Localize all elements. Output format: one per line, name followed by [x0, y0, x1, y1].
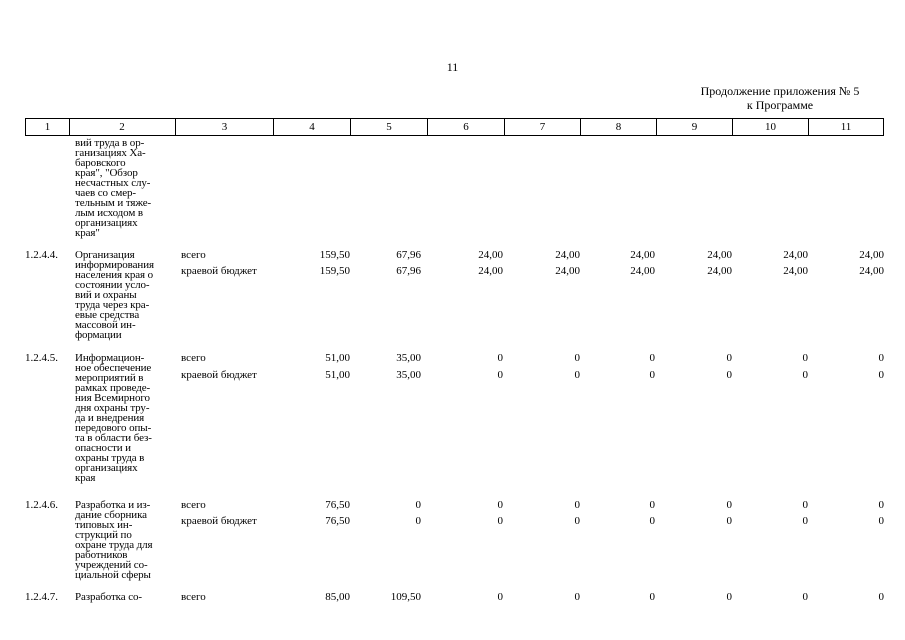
appendix-heading-line1: Продолжение приложения № 5 — [700, 84, 860, 98]
value-cell: 0 — [574, 369, 580, 381]
desc-line: Информацион- — [75, 352, 145, 364]
desc-line: струкций по — [75, 529, 132, 541]
column-header-10: 10 — [733, 118, 809, 136]
desc-line: учреждений со- — [75, 559, 148, 571]
column-header-4: 4 — [274, 118, 351, 136]
value-cell: 76,50 — [325, 515, 350, 527]
desc-line: края" — [75, 227, 100, 239]
value-cell: 24,00 — [630, 265, 655, 277]
desc-line: Разработка со- — [75, 591, 142, 603]
desc-line: организациях — [75, 462, 138, 474]
value-cell: 0 — [574, 591, 580, 603]
desc-line: формации — [75, 329, 122, 341]
desc-line: тельным и тяже- — [75, 197, 152, 209]
desc-line: циальной сферы — [75, 569, 151, 581]
desc-line: передового опы- — [75, 422, 152, 434]
desc-line: охране труда для — [75, 539, 153, 551]
desc-line: информирования — [75, 259, 154, 271]
value-cell: 0 — [726, 499, 732, 511]
value-cell: 67,96 — [396, 249, 421, 261]
value-cell: 0 — [497, 369, 503, 381]
funding-source: всего — [181, 591, 206, 603]
value-cell: 51,00 — [325, 369, 350, 381]
value-cell: 24,00 — [630, 249, 655, 261]
desc-line: опасности и — [75, 442, 131, 454]
value-cell: 0 — [497, 352, 503, 364]
value-cell: 35,00 — [396, 352, 421, 364]
value-cell: 76,50 — [325, 499, 350, 511]
row-description — [75, 592, 171, 602]
appendix-heading — [660, 84, 900, 112]
column-header-row — [25, 118, 883, 135]
column-header-2: 2 — [69, 118, 176, 136]
value-cell: 24,00 — [783, 249, 808, 261]
desc-line: работников — [75, 549, 128, 561]
column-header-5: 5 — [351, 118, 428, 136]
funding-source: краевой бюджет — [181, 515, 257, 527]
value-cell: 24,00 — [859, 249, 884, 261]
value-cell: 0 — [497, 591, 503, 603]
value-cell: 0 — [497, 499, 503, 511]
value-cell: 24,00 — [859, 265, 884, 277]
desc-line: ганизациях Ха- — [75, 147, 146, 159]
desc-line: евые средства — [75, 309, 140, 321]
column-header-3: 3 — [176, 118, 274, 136]
value-cell: 0 — [802, 591, 808, 603]
desc-line: состоянии усло- — [75, 279, 150, 291]
value-cell: 0 — [802, 515, 808, 527]
desc-line: ния Всемирного — [75, 392, 150, 404]
desc-line: лым исходом в — [75, 207, 143, 219]
value-cell: 24,00 — [707, 265, 732, 277]
row-number: 1.2.4.5. — [25, 352, 58, 364]
value-cell: 24,00 — [707, 249, 732, 261]
value-cell: 0 — [878, 515, 884, 527]
desc-line: массовой ин- — [75, 319, 136, 331]
row-number: 1.2.4.4. — [25, 249, 58, 261]
value-cell: 0 — [649, 352, 655, 364]
column-header-6: 6 — [428, 118, 505, 136]
desc-line: баровского — [75, 157, 126, 169]
column-header-11: 11 — [809, 118, 884, 136]
value-cell: 0 — [415, 499, 421, 511]
desc-line: та в области без- — [75, 432, 152, 444]
row-description — [75, 353, 171, 483]
desc-line: организациях — [75, 217, 138, 229]
desc-line: да и внедрения — [75, 412, 145, 424]
value-cell: 0 — [649, 499, 655, 511]
row-number: 1.2.4.7. — [25, 591, 58, 603]
desc-line: дня охраны тру- — [75, 402, 150, 414]
value-cell: 0 — [649, 591, 655, 603]
column-header-7: 7 — [505, 118, 581, 136]
value-cell: 0 — [802, 369, 808, 381]
appendix-heading-line2: к Программе — [746, 98, 814, 112]
value-cell: 0 — [878, 499, 884, 511]
value-cell: 159,50 — [319, 265, 350, 277]
value-cell: 0 — [574, 352, 580, 364]
value-cell: 24,00 — [783, 265, 808, 277]
column-header-9: 9 — [657, 118, 733, 136]
desc-line: рамках проведе- — [75, 382, 151, 394]
desc-line: охраны труда в — [75, 452, 145, 464]
row-description — [75, 500, 171, 580]
value-cell: 0 — [878, 352, 884, 364]
funding-source: краевой бюджет — [181, 265, 257, 277]
funding-source: всего — [181, 499, 206, 511]
value-cell: 0 — [726, 369, 732, 381]
value-cell: 35,00 — [396, 369, 421, 381]
value-cell: 24,00 — [478, 249, 503, 261]
desc-line: края", "Обзор — [75, 167, 138, 179]
desc-line: вий и охраны — [75, 289, 137, 301]
value-cell: 0 — [574, 499, 580, 511]
desc-line: Организация — [75, 249, 135, 261]
row-number: 1.2.4.6. — [25, 499, 58, 511]
funding-source: краевой бюджет — [181, 369, 257, 381]
value-cell: 109,50 — [390, 591, 421, 603]
desc-line: ное обеспечение — [75, 362, 152, 374]
column-header-8: 8 — [581, 118, 657, 136]
desc-line: вий труда в ор- — [75, 137, 145, 149]
funding-source: всего — [181, 352, 206, 364]
desc-line: населения края о — [75, 269, 154, 281]
value-cell: 159,50 — [319, 249, 350, 261]
value-cell: 0 — [802, 352, 808, 364]
funding-source: всего — [181, 249, 206, 261]
value-cell: 24,00 — [555, 265, 580, 277]
desc-line: труда через кра- — [75, 299, 150, 311]
value-cell: 0 — [878, 369, 884, 381]
continued-description — [75, 138, 171, 238]
desc-line: несчастных слу- — [75, 177, 151, 189]
desc-line: чаев со смер- — [75, 187, 136, 199]
value-cell: 0 — [878, 591, 884, 603]
value-cell: 51,00 — [325, 352, 350, 364]
row-description — [75, 250, 171, 340]
value-cell: 0 — [497, 515, 503, 527]
desc-line: Разработка и из- — [75, 499, 151, 511]
value-cell: 0 — [726, 352, 732, 364]
value-cell: 85,00 — [325, 591, 350, 603]
desc-line: края — [75, 472, 96, 484]
value-cell: 24,00 — [478, 265, 503, 277]
value-cell: 0 — [726, 515, 732, 527]
desc-line: дание сборника — [75, 509, 147, 521]
value-cell: 0 — [649, 369, 655, 381]
desc-line: мероприятий в — [75, 372, 144, 384]
value-cell: 0 — [415, 515, 421, 527]
column-header-1: 1 — [25, 118, 70, 136]
value-cell: 0 — [726, 591, 732, 603]
value-cell: 67,96 — [396, 265, 421, 277]
value-cell: 0 — [802, 499, 808, 511]
value-cell: 24,00 — [555, 249, 580, 261]
desc-line: типовых ин- — [75, 519, 133, 531]
page-number: 11 — [446, 60, 459, 74]
value-cell: 0 — [649, 515, 655, 527]
value-cell: 0 — [574, 515, 580, 527]
